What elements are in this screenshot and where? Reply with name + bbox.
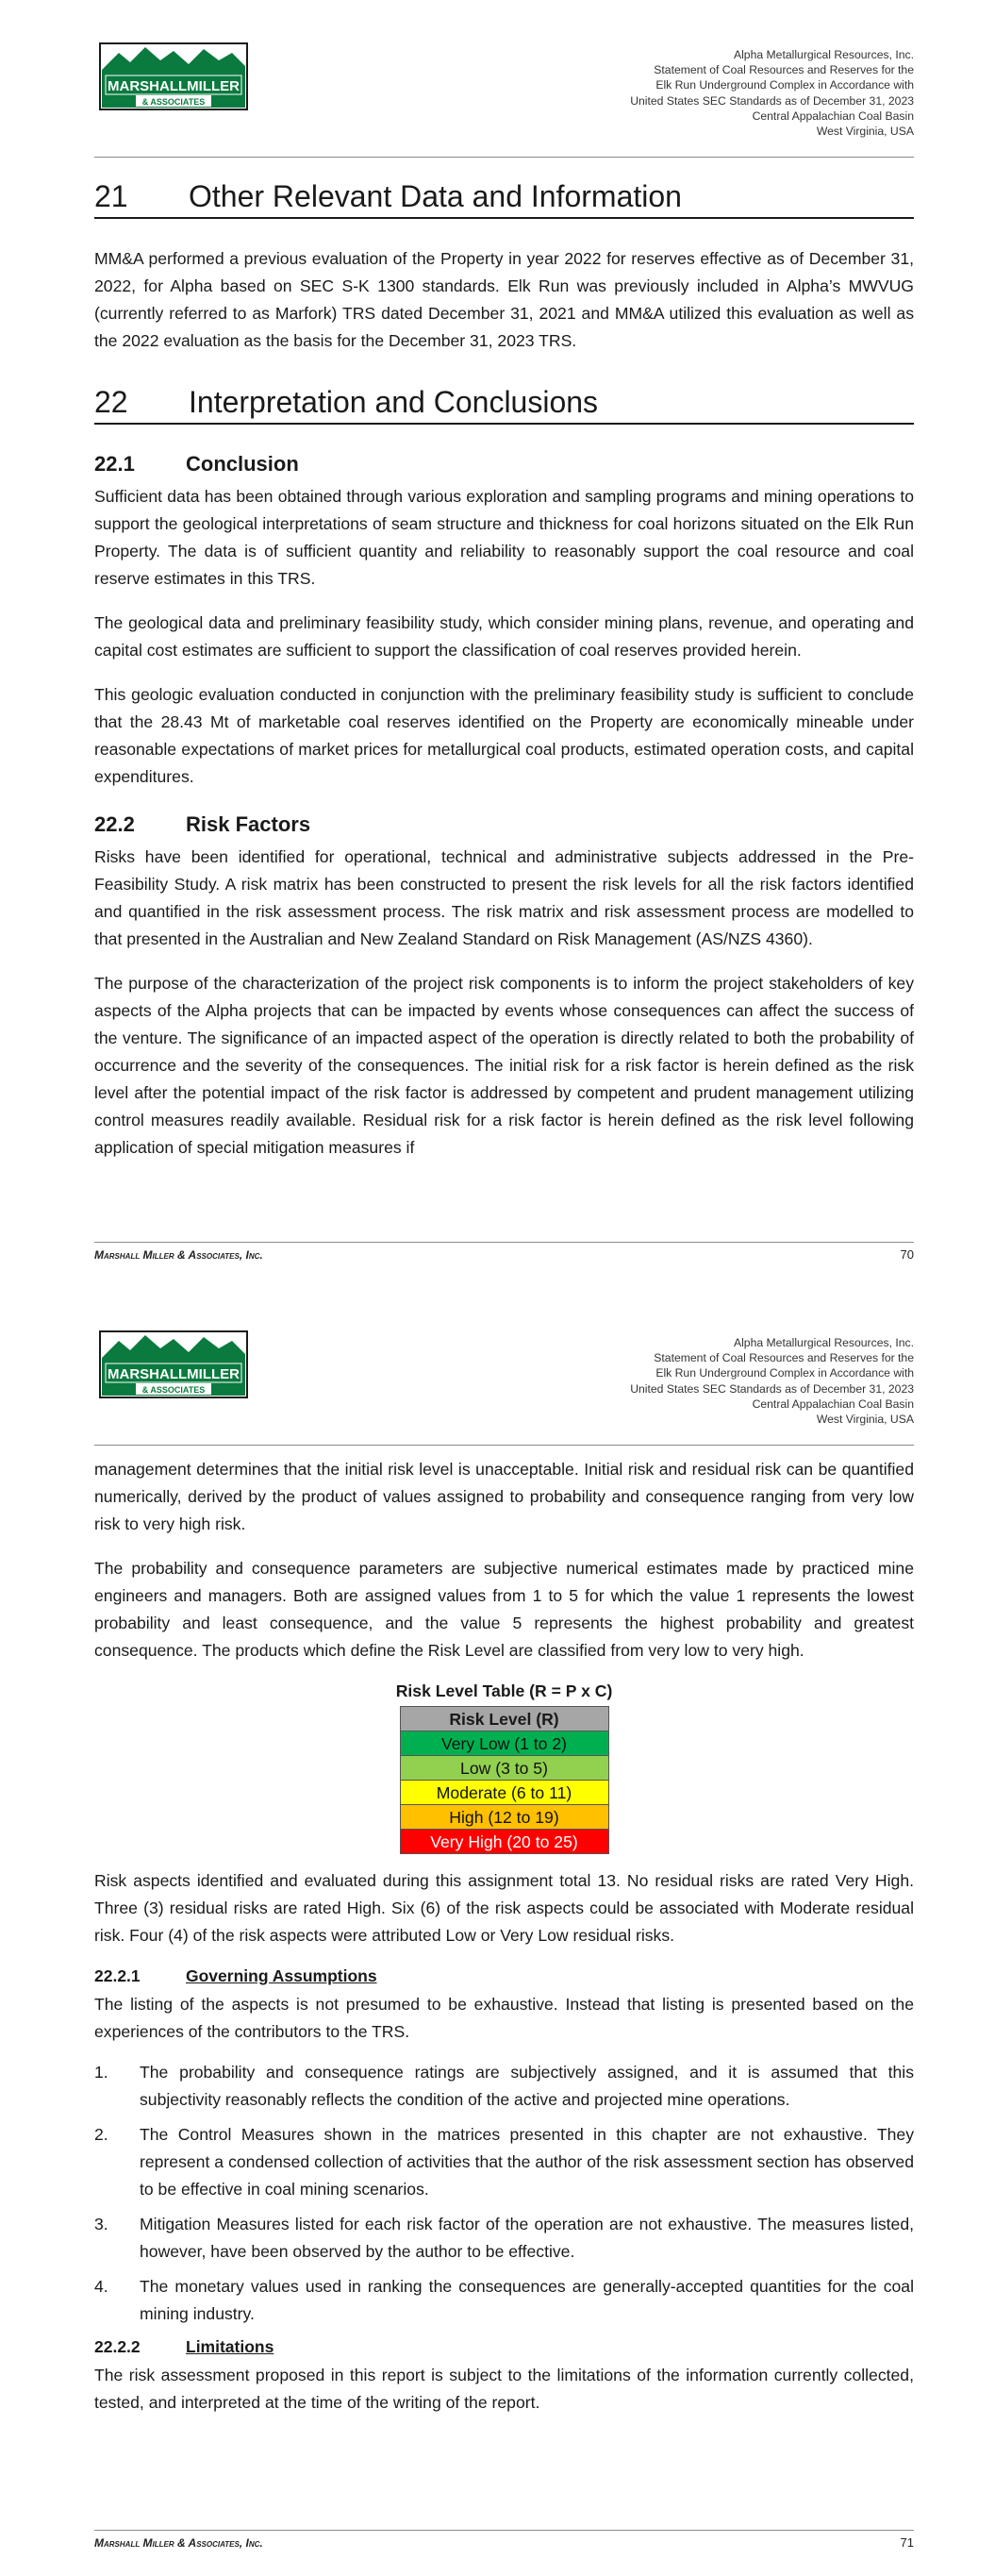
section-22-2-heading: 22.2 Risk Factors	[94, 812, 311, 836]
page-71	[0, 1288, 995, 2576]
section-22-1-heading: 22.1 Conclusion	[94, 452, 299, 476]
page-71-content	[94, 1456, 914, 2417]
section-21-heading: 21 Other Relevant Data and Information	[94, 177, 914, 219]
page-number: 70	[900, 1247, 914, 1262]
header-rule	[94, 157, 914, 158]
section-21-paragraph: MM&A performed a previous evaluation of the Property in year 2022 for reserves effective as of December 31, 2022, for Alpha based on SEC S-K 1300 standards. Elk Run was previously included in Alpha’s MWVUG (currently referred to as Marfork) TRS dated December 31, 2021 and MM&A utilized this evaluation as well as the 2022 evaluation as the basis for the December 31, 2023 TRS.	[94, 249, 914, 350]
section-22-2-1-heading: 22.2.1 Governing Assumptions	[94, 1966, 377, 1985]
footer-company: Marshall Miller & Associates, Inc.	[94, 2536, 263, 2550]
list-item: 1. The probability and consequence ratings are subjectively assigned, and it is assumed that this subjectivity reasonably reflects the condition of the active and projected mine operations.	[94, 2063, 914, 2109]
probability-consequence-paragraph: The probability and consequence parameters are subjective numerical estimates made by practiced mine engineers and managers. Both are assigned values from 1 to 5 for which the value 1 represents the lowest probability and least consequence, and the value 5 represents the highest probability and greatest consequence. The products which define the Risk Level are classified from very low to very high.	[94, 1559, 914, 1660]
risk-continued-paragraph: management determines that the initial risk level is unacceptable. Initial risk and residual risk can be quantified numerically, derived by the product of values assigned to probability and consequence ranging from very low risk to very high risk.	[94, 1460, 914, 1533]
svg-text:& ASSOCIATES: & ASSOCIATES	[141, 1385, 206, 1395]
svg-text:& ASSOCIATES: & ASSOCIATES	[141, 97, 206, 107]
risk-factors-paragraph-1: Risks have been identified for operational, technical and administrative subjects addressed in the Pre-Feasibility Study. A risk matrix has been constructed to present the risk levels for all the risk factors identified and quantified in the risk assessment process. The risk matrix and risk assessment process are modelled to that presented in the Australian and New Zealand Standard on Risk Management (AS/NZS 4360).	[94, 847, 914, 948]
svg-text:MARSHALLMILLER: MARSHALLMILLER	[108, 78, 240, 94]
svg-text:MARSHALLMILLER: MARSHALLMILLER	[108, 1366, 240, 1382]
header-rule	[94, 1445, 914, 1446]
conclusion-paragraph-1: Sufficient data has been obtained through various exploration and sampling programs and mining operations to support the geological interpretations of seam structure and thickness for coal horizons situated on the Elk Run Property. The data is of sufficient quantity and reliability to reasonably support the coal resource and coal reserve estimates in this TRS.	[94, 487, 914, 588]
list-item: 3. Mitigation Measures listed for each risk factor of the operation are not exhaustive. The measures listed, however, have been observed by the author to be effective.	[94, 2215, 914, 2261]
marshall-miller-logo	[98, 42, 249, 111]
assumptions-paragraph: The listing of the aspects is not presumed to be exhaustive. Instead that listing is presented based on the experiences of the contributors to the TRS.	[94, 1995, 914, 2041]
section-22-heading: 22 Interpretation and Conclusions	[94, 383, 914, 425]
list-item: 2. The Control Measures shown in the matrices presented in this chapter are not exhaustive. They represent a condensed collection of activities that the author of the risk assessment section has observed to be effective in coal mining scenarios.	[94, 2125, 914, 2199]
risk-level-row: Low (3 to 5)	[400, 1756, 608, 1781]
footer-rule	[94, 1242, 914, 1243]
risk-level-row: Moderate (6 to 11)	[400, 1781, 608, 1805]
risk-level-table-title: Risk Level Table (R = P x C)	[395, 1681, 613, 1700]
risk-factors-paragraph-2: The purpose of the characterization of the project risk components is to inform the project stakeholders of key aspects of the Alpha projects that can be impacted by events whose consequences can affect the success of the venture. The significance of an impacted aspect of the operation is directly related to both the probability of occurrence and the severity of the consequences. The initial risk for a risk factor is herein defined as the risk level after the potential impact of the risk factor is addressed by competent and prudent management utilizing control measures readily available. Residual risk for a risk factor is herein defined as the risk level following application of special mitigation measures if	[94, 974, 914, 1157]
risk-level-row: Very High (20 to 25)	[400, 1830, 608, 1854]
page-number: 71	[900, 2535, 914, 2550]
list-item: 4. The monetary values used in ranking the consequences are generally-accepted quantities for the coal mining industry.	[94, 2277, 914, 2323]
conclusion-paragraph-3: This geologic evaluation conducted in conjunction with the preliminary feasibility study is sufficient to conclude that the 28.43 Mt of marketable coal reserves identified on the Property are economically mineable under reasonable expectations of market prices for metallurgical coal products, estimated operation costs, and capital expenditures.	[94, 685, 914, 786]
marshall-miller-logo	[98, 1330, 249, 1399]
limitations-paragraph: The risk assessment proposed in this report is subject to the limitations of the information currently collected, tested, and interpreted at the time of the writing of the report.	[94, 2366, 914, 2412]
conclusion-paragraph-2: The geological data and preliminary feasibility study, which consider mining plans, revenue, and operating and capital cost estimates are sufficient to support the classification of coal reserves provided herein.	[94, 613, 914, 660]
footer-rule	[94, 2530, 914, 2531]
risk-level-row: Very Low (1 to 2)	[400, 1731, 608, 1756]
section-22-2-2-heading: 22.2.2 Limitations	[94, 2337, 274, 2356]
risk-level-row: High (12 to 19)	[400, 1805, 608, 1830]
risk-table-header: Risk Level (R)	[400, 1707, 608, 1731]
risk-summary-paragraph: Risk aspects identified and evaluated during this assignment total 13. No residual risks are rated Very High. Three (3) residual risks are rated High. Six (6) of the risk aspects could be associated with Moderate residual risk. Four (4) of the risk aspects were attributed Low or Very Low residual risks.	[94, 1871, 914, 1945]
assumptions-list	[94, 2059, 914, 2328]
page-70-content	[94, 177, 914, 1162]
footer-company: Marshall Miller & Associates, Inc.	[94, 1248, 263, 1262]
document-header: Alpha Metallurgical Resources, Inc. Statement of Coal Resources and Reserves for the Elk Run Underground Complex in Accordance with United States SEC Standards as of December 31, 2023 Central Appalachian Coal Basin West Virginia, USA	[630, 48, 914, 139]
document-header: Alpha Metallurgical Resources, Inc. Statement of Coal Resources and Reserves for the Elk Run Underground Complex in Accordance with United States SEC Standards as of December 31, 2023 Central Appalachian Coal Basin West Virginia, USA	[630, 1336, 914, 1427]
risk-level-table	[400, 1706, 609, 1854]
